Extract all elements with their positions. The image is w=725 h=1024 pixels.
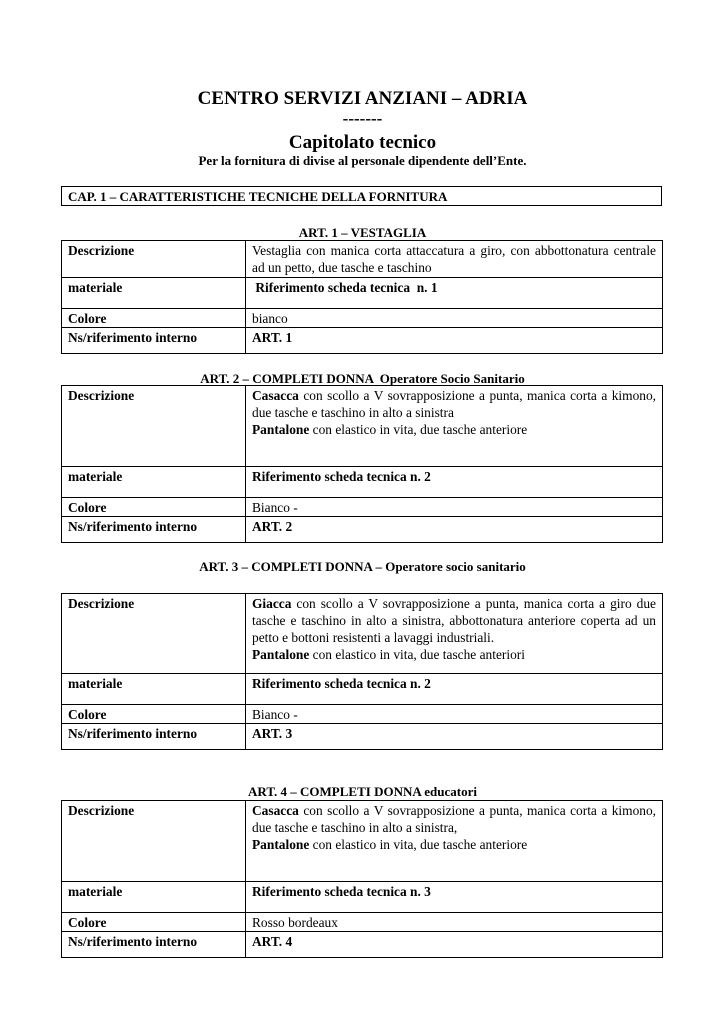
garment-name: Pantalone bbox=[252, 422, 310, 437]
colore-row bbox=[62, 498, 663, 517]
garment-description: con elastico in vita, due tasche anteriore bbox=[309, 837, 528, 852]
title-separator: ------- bbox=[342, 109, 383, 128]
materiale-label: materiale bbox=[62, 674, 246, 705]
materiale-label: materiale bbox=[62, 882, 246, 913]
colore-row bbox=[62, 913, 663, 932]
article-3-table bbox=[61, 593, 663, 750]
descrizione-row bbox=[62, 386, 663, 467]
materiale-label: materiale bbox=[62, 278, 246, 309]
descrizione-value bbox=[246, 386, 663, 467]
materiale-value: Riferimento scheda tecnica n. 1 bbox=[246, 278, 663, 309]
descrizione-label: Descrizione bbox=[62, 594, 246, 674]
colore-label: Colore bbox=[62, 705, 246, 724]
document-description: Per la fornitura di divise al personale dipendente dell’Ente. bbox=[198, 153, 527, 168]
colore-label: Colore bbox=[62, 309, 246, 328]
riferimento-label: Ns/riferimento interno bbox=[62, 328, 246, 354]
garment-name: Giacca bbox=[252, 596, 292, 611]
descrizione-row bbox=[62, 241, 663, 278]
garment-description: con elastico in vita, due tasche anteriore bbox=[309, 422, 528, 437]
materiale-label: materiale bbox=[62, 467, 246, 498]
descrizione-row bbox=[62, 801, 663, 882]
materiale-value: Riferimento scheda tecnica n. 2 bbox=[246, 674, 663, 705]
riferimento-label: Ns/riferimento interno bbox=[62, 932, 246, 958]
colore-value: Rosso bordeaux bbox=[246, 913, 663, 932]
article-2-table bbox=[61, 385, 663, 543]
colore-label: Colore bbox=[62, 498, 246, 517]
colore-value: bianco bbox=[246, 309, 663, 328]
materiale-value: Riferimento scheda tecnica n. 3 bbox=[246, 882, 663, 913]
riferimento-row bbox=[62, 517, 663, 543]
garment-description: con scollo a V sovrapposizione a punta, manica corta a kimono, due tasche e taschino in alto a sinistra bbox=[252, 388, 656, 420]
descrizione-value: Vestaglia con manica corta attaccatura a giro, con abbottonatura centrale ad un petto, due tasche e taschino bbox=[246, 241, 663, 278]
colore-value: Bianco - bbox=[246, 498, 663, 517]
chapter-heading: CAP. 1 – CARATTERISTICHE TECNICHE DELLA FORNITURA bbox=[61, 186, 662, 206]
riferimento-value: ART. 2 bbox=[246, 517, 663, 543]
riferimento-row bbox=[62, 932, 663, 958]
colore-row bbox=[62, 309, 663, 328]
garment-description: con scollo a V sovrapposizione a punta, manica corta a kimono, due tasche e taschino in alto a sinistra, bbox=[252, 803, 656, 835]
materiale-row bbox=[62, 467, 663, 498]
riferimento-row bbox=[62, 328, 663, 354]
article-1-table bbox=[61, 240, 663, 354]
riferimento-value: ART. 1 bbox=[246, 328, 663, 354]
garment-name: Casacca bbox=[252, 388, 299, 403]
garment-name: Pantalone bbox=[252, 837, 310, 852]
descrizione-value bbox=[246, 594, 663, 674]
descrizione-row bbox=[62, 594, 663, 674]
riferimento-label: Ns/riferimento interno bbox=[62, 517, 246, 543]
garment-description: con elastico in vita, due tasche anteriori bbox=[309, 647, 525, 662]
riferimento-label: Ns/riferimento interno bbox=[62, 724, 246, 750]
garment-name: Pantalone bbox=[252, 647, 310, 662]
article-2-title: ART. 2 – COMPLETI DONNA Operatore Socio Sanitario bbox=[200, 371, 525, 386]
materiale-row bbox=[62, 674, 663, 705]
materiale-value: Riferimento scheda tecnica n. 2 bbox=[246, 467, 663, 498]
materiale-row bbox=[62, 882, 663, 913]
garment-description: con scollo a V sovrapposizione a punta, manica corta a giro due tasche e taschino in alto a sinistra, abbottonatura anteriore coperta ad un petto e bottoni resistenti a lavaggi industriali. bbox=[252, 596, 656, 645]
descrizione-value bbox=[246, 801, 663, 882]
document-subtitle: Capitolato tecnico bbox=[288, 132, 437, 153]
article-4-table bbox=[61, 800, 663, 958]
materiale-row bbox=[62, 278, 663, 309]
descrizione-label: Descrizione bbox=[62, 386, 246, 467]
article-4-title: ART. 4 – COMPLETI DONNA educatori bbox=[248, 784, 477, 799]
riferimento-value: ART. 4 bbox=[246, 932, 663, 958]
descrizione-label: Descrizione bbox=[62, 801, 246, 882]
article-1-title: ART. 1 – VESTAGLIA bbox=[298, 225, 427, 240]
descrizione-label: Descrizione bbox=[62, 241, 246, 278]
riferimento-value: ART. 3 bbox=[246, 724, 663, 750]
colore-row bbox=[62, 705, 663, 724]
colore-value: Bianco - bbox=[246, 705, 663, 724]
riferimento-row bbox=[62, 724, 663, 750]
article-3-title: ART. 3 – COMPLETI DONNA – Operatore socio sanitario bbox=[199, 559, 526, 574]
colore-label: Colore bbox=[62, 913, 246, 932]
document-title: CENTRO SERVIZI ANZIANI – ADRIA bbox=[197, 88, 528, 109]
garment-name: Casacca bbox=[252, 803, 299, 818]
